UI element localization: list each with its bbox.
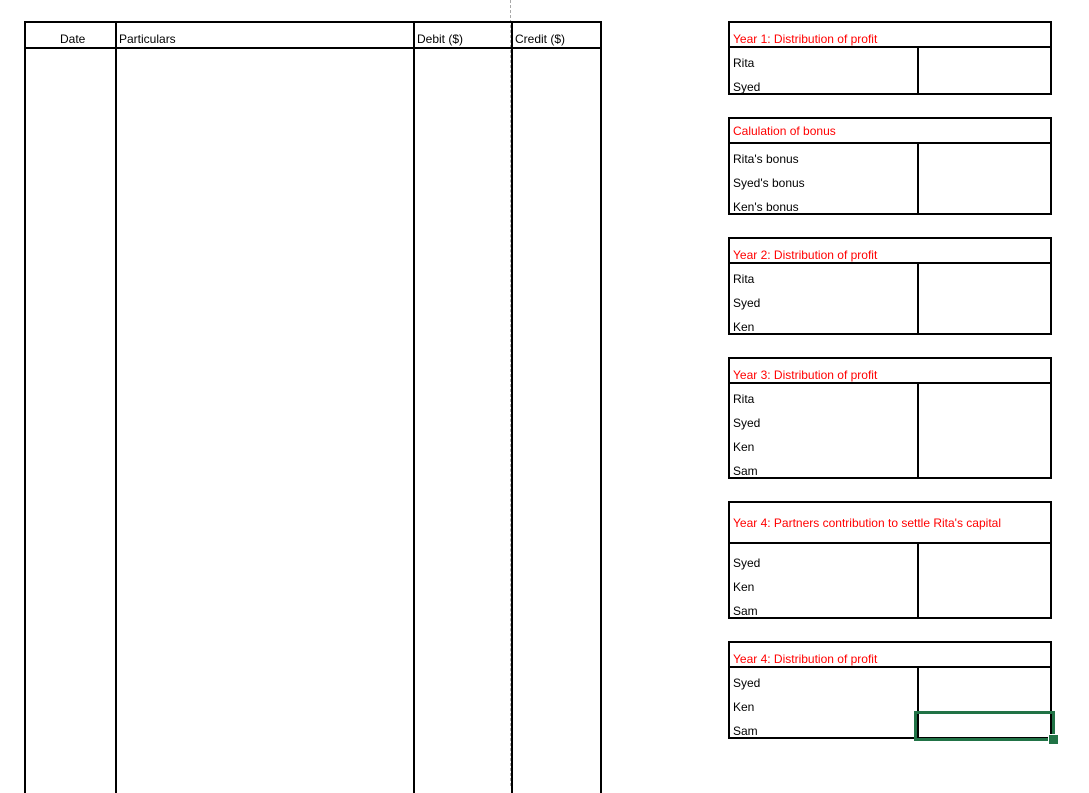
- row-label[interactable]: Rita: [733, 56, 755, 70]
- row-label[interactable]: Rita: [733, 392, 755, 406]
- row-label[interactable]: Ken's bonus: [733, 200, 799, 214]
- box-title[interactable]: Year 4: Distribution of profit: [733, 652, 878, 666]
- row-label[interactable]: Syed: [733, 80, 761, 94]
- value-column-divider: [917, 542, 919, 619]
- header-credit[interactable]: Credit ($): [515, 32, 566, 46]
- row-label[interactable]: Rita: [733, 272, 755, 286]
- row-label[interactable]: Syed: [733, 296, 761, 310]
- row-label[interactable]: Rita's bonus: [733, 152, 799, 166]
- box-title[interactable]: Year 4: Partners contribution to settle Rita's capital: [733, 516, 1001, 530]
- row-label[interactable]: Syed: [733, 676, 761, 690]
- header-date[interactable]: Date: [60, 32, 86, 46]
- divider: [730, 382, 1050, 384]
- row-label[interactable]: Syed: [733, 556, 761, 570]
- year4-contribution-box: [728, 501, 1052, 619]
- divider: [730, 46, 1050, 48]
- value-column-divider: [917, 142, 919, 215]
- row-label[interactable]: Ken: [733, 700, 755, 714]
- divider: [730, 542, 1050, 544]
- date-column-divider: [115, 23, 117, 793]
- box-title[interactable]: Calulation of bonus: [733, 124, 836, 138]
- box-title[interactable]: Year 2: Distribution of profit: [733, 248, 878, 262]
- year1-profit-box: [728, 21, 1052, 95]
- journal-table: [24, 21, 602, 793]
- divider: [730, 262, 1050, 264]
- row-label[interactable]: Sam: [733, 464, 758, 478]
- row-label[interactable]: Sam: [733, 604, 758, 618]
- value-column-divider: [917, 262, 919, 335]
- row-label[interactable]: Syed: [733, 416, 761, 430]
- year3-profit-box: [728, 357, 1052, 479]
- divider: [730, 142, 1050, 144]
- year2-profit-box: [728, 237, 1052, 335]
- header-particulars[interactable]: Particulars: [119, 32, 176, 46]
- row-label[interactable]: Ken: [733, 320, 755, 334]
- header-debit[interactable]: Debit ($): [417, 32, 464, 46]
- row-label[interactable]: Sam: [733, 724, 758, 738]
- active-cell-selection[interactable]: [914, 711, 1055, 741]
- journal-header-row: [26, 23, 600, 49]
- box-title[interactable]: Year 3: Distribution of profit: [733, 368, 878, 382]
- bonus-calculation-box: [728, 117, 1052, 215]
- row-label[interactable]: Syed's bonus: [733, 176, 805, 190]
- divider: [730, 666, 1050, 668]
- value-column-divider: [917, 46, 919, 95]
- row-label[interactable]: Ken: [733, 440, 755, 454]
- particulars-column-divider: [413, 23, 415, 793]
- value-column-divider: [917, 382, 919, 479]
- row-label[interactable]: Ken: [733, 580, 755, 594]
- box-title[interactable]: Year 1: Distribution of profit: [733, 32, 878, 46]
- debit-column-divider: [511, 23, 513, 793]
- fill-handle[interactable]: [1048, 734, 1059, 745]
